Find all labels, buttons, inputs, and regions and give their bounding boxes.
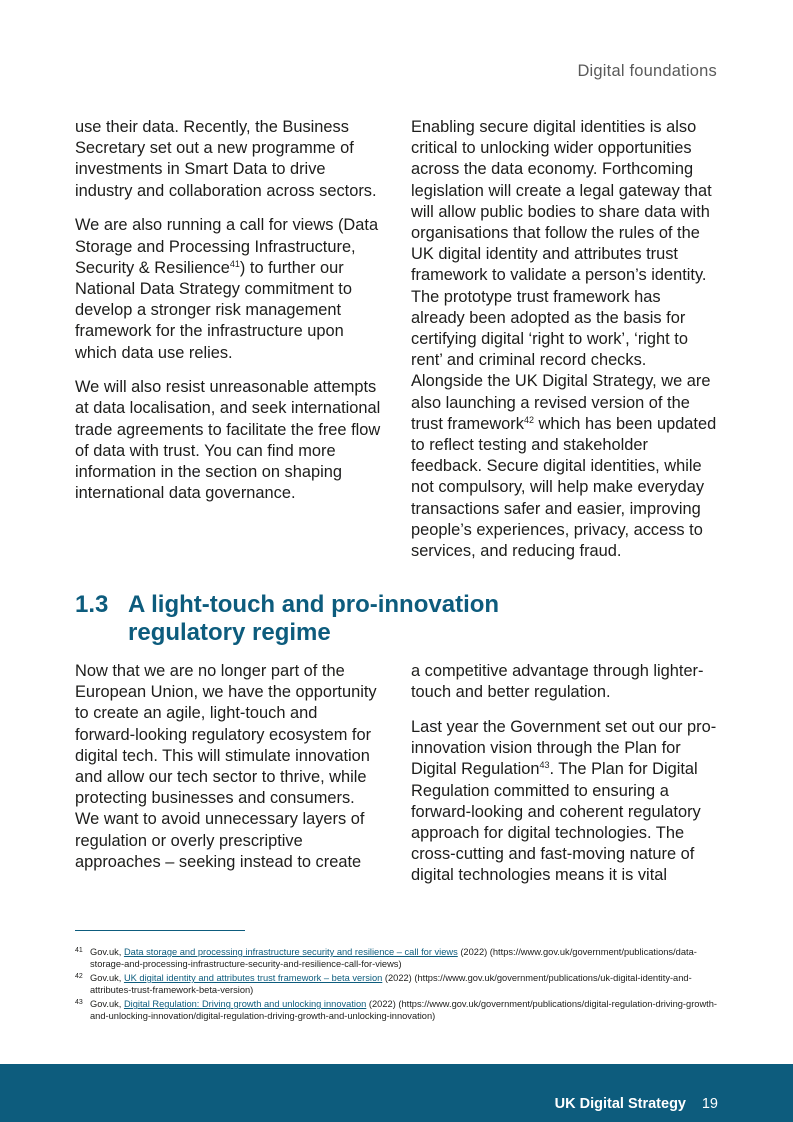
footnote [75,972,720,996]
footnote-number: 42 [75,973,83,980]
footnote-divider [75,930,245,931]
footnote [75,998,720,1022]
footnote-link[interactable]: Data storage and processing infrastructure security and resilience – call for views [123,947,458,957]
paragraph: use their data. Recently, the Business Secretary set out a new programme of investments in Smart Data to drive industry and collaboration across sectors. [75,118,377,200]
section-number: 1.3 [75,591,109,618]
footnote [75,946,720,970]
paragraph: Now that we are no longer part of the European Union, we have the opportunity to create an agile, light-touch and forward-looking regulatory ecosystem for digital tech. This will stimulate innovation and allow our tech sector to thrive, while protecting businesses and consumers. We want to avoid unnecessary layers of regulation or overly prescriptive approaches – seeking instead to create [75,662,377,871]
paragraph [411,117,717,562]
footnote-suffix: (2022) (https://www.gov.uk/government/publications/uk-digital-identity-and-attributes-trust-framework-beta-version) [90,973,692,995]
footnote-suffix: (2022) (https://www.gov.uk/government/publications/digital-regulation-driving-growth-and-unlocking-innovation/digital-regulation-driving-growth-and-unlocking-innovation) [90,999,718,1021]
paragraph-text: Last year the Government set out our pro-innovation vision through the Plan for Digital Regulation [411,717,717,779]
footnote-suffix: (2022) (https://www.gov.uk/government/publications/data-storage-and-processing-infrastructure-security-and-resilience-call-for-views) [90,947,697,969]
footer-band [0,1064,793,1122]
footnote-prefix: Gov.uk, [90,973,124,983]
paragraph: a competitive advantage through lighter-touch and better regulation. [411,662,704,702]
paragraph-text: . The Plan for Digital Regulation committed to ensuring a forward-looking and coherent regulatory approach for digital technologies. The cross-cutting and fast-moving nature of digital technologies means it is vital [411,760,701,885]
paragraph [75,215,381,363]
footnote-ref[interactable]: 42 [523,414,534,425]
footnote-link[interactable]: Digital Regulation: Driving growth and unlocking innovation [123,999,367,1009]
footer-title: UK Digital Strategy [554,1096,686,1112]
page-number: 19 [701,1096,718,1112]
footnote-ref[interactable]: 43 [539,760,550,771]
footnotes [75,946,720,1024]
paragraph [411,717,717,887]
top-left-column [75,117,381,518]
bottom-left-column [75,661,381,887]
footnote-link[interactable]: UK digital identity and attributes trust framework – beta version [123,973,383,983]
footnote-ref[interactable]: 41 [229,258,240,269]
paragraph-text: Enabling secure digital identities is also critical to unlocking wider opportunities across the data economy. Forthcoming legislation will create a legal gateway that will allow public bodies to share data with organisations that follow the rules of the UK digital identity and attributes trust framework to validate a person’s identity. The prototype trust framework has already been adopted as the basis for certifying digital ‘right to work’, ‘right to rent’ and criminal record checks. Alongside the UK Digital Strategy, we are also launching a revised version of the trust framework [411,118,712,433]
footnote-prefix: Gov.uk, [90,999,124,1009]
footnote-number: 41 [75,947,83,954]
bottom-right-column [411,661,717,900]
footnote-prefix: Gov.uk, [90,947,124,957]
section-title: A light-touch and pro-innovation regulatory regime [128,591,500,646]
paragraph-text: We are also running a call for views (Data Storage and Processing Infrastructure, Security & Resilience [75,216,379,277]
paragraph-text: which has been updated to reflect testing and stakeholder feedback. Secure digital identities, while not compulsory, will help make everyday transactions safer and easier, improving people’s experiences, privacy, access to services, and reducing fraud. [411,414,717,561]
top-right-column [411,117,717,576]
running-header: Digital foundations [577,62,717,80]
paragraph: We will also resist unreasonable attempts at data localisation, and seek international trade agreements to facilitate the free flow of data with trust. You can find more information in the section on shaping international data governance. [75,378,381,503]
footnote-number: 43 [75,999,83,1006]
paragraph-text: ) to further our National Data Strategy commitment to develop a stronger risk management framework for the infrastructure upon which data use relies. [75,258,352,362]
